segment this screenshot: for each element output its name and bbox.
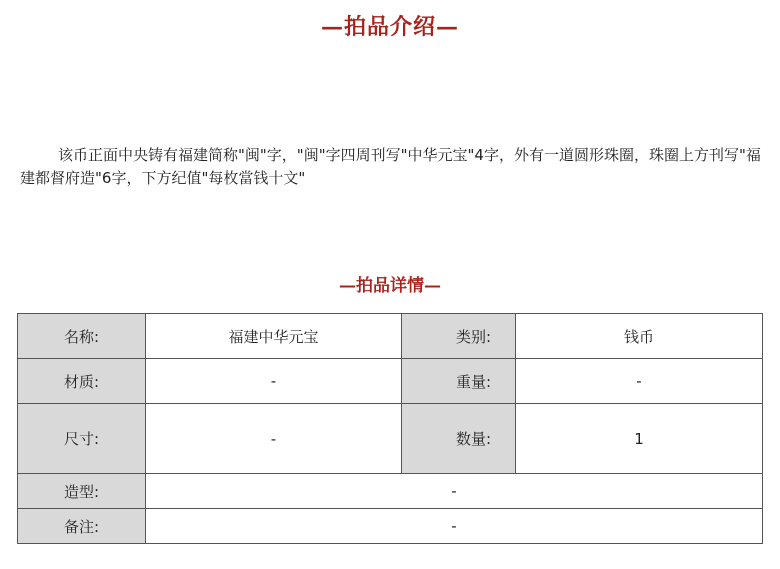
details-section-title: —拍品详情— bbox=[339, 276, 441, 296]
remarks-value: - bbox=[146, 509, 763, 544]
category-label: 类别: bbox=[402, 314, 516, 359]
name-label: 名称: bbox=[18, 314, 146, 359]
table-row bbox=[18, 509, 763, 544]
weight-value: - bbox=[516, 359, 763, 404]
table-row bbox=[18, 359, 763, 404]
remarks-label: 备注: bbox=[18, 509, 146, 544]
size-value: - bbox=[146, 404, 402, 474]
weight-label: 重量: bbox=[402, 359, 516, 404]
category-value: 钱币 bbox=[516, 314, 763, 359]
material-label: 材质: bbox=[18, 359, 146, 404]
table-row bbox=[18, 404, 763, 474]
table-row bbox=[18, 314, 763, 359]
shape-label: 造型: bbox=[18, 474, 146, 509]
quantity-value: 1 bbox=[516, 404, 763, 474]
lot-description: 该币正面中央铸有福建简称"闽"字，"闽"字四周刊写"中华元宝"4字，外有一道圆形珠圈，珠圈上方刊写"福建都督府造"6字，下方纪值"每枚當钱十文" bbox=[20, 146, 761, 187]
lot-details-table bbox=[17, 313, 763, 544]
material-value: - bbox=[146, 359, 402, 404]
size-label: 尺寸: bbox=[18, 404, 146, 474]
quantity-label: 数量: bbox=[402, 404, 516, 474]
table-row bbox=[18, 474, 763, 509]
name-value: 福建中华元宝 bbox=[146, 314, 402, 359]
shape-value: - bbox=[146, 474, 763, 509]
intro-section-title: —拍品介绍— bbox=[320, 14, 459, 40]
